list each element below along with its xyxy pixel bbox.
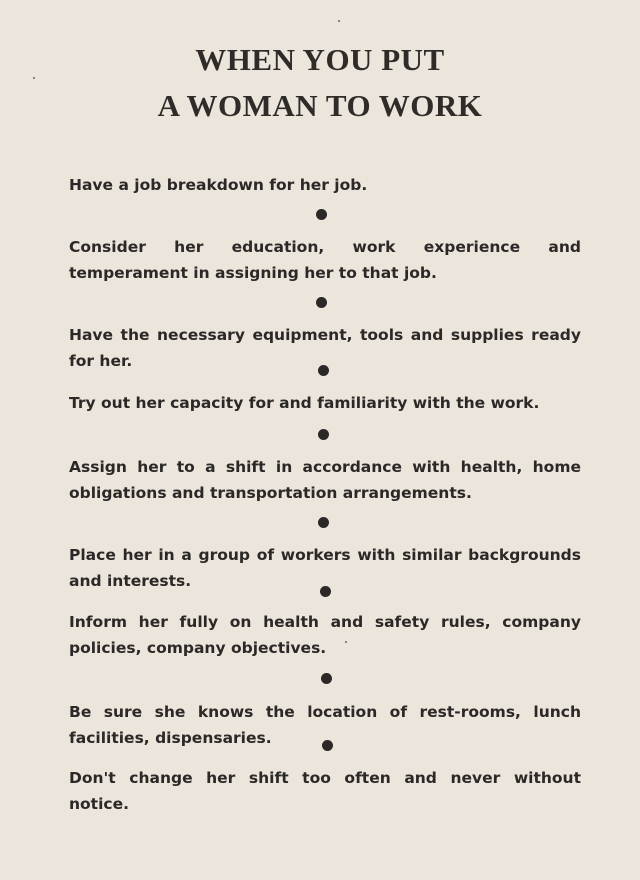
bullet-dot-icon [320, 586, 331, 597]
heading-line-1: WHEN YOU PUT [195, 42, 445, 77]
guideline-item-8: Be sure she knows the location of rest-rooms, lunch facilities, dispensaries. [69, 703, 581, 747]
guideline-item-4: Try out her capacity for and familiarity with the work. [69, 394, 540, 412]
guideline-item-7: Inform her fully on health and safety rules, company policies, company objectives. [69, 613, 581, 657]
bullet-dot-icon [316, 209, 327, 220]
heading-line-2: A WOMAN TO WORK [157, 88, 483, 123]
bullet-dot-icon [316, 297, 327, 308]
paper-speck [33, 77, 35, 79]
bullet-dot-icon [318, 429, 329, 440]
guideline-item-5: Assign her to a shift in accordance with health, home obligations and transportation arrangements. [69, 458, 581, 502]
guideline-item-1: Have a job breakdown for her job. [69, 176, 368, 194]
guideline-item-6: Place her in a group of workers with similar backgrounds and interests. [69, 546, 581, 590]
paper-speck [345, 641, 347, 643]
guideline-item-2: Consider her education, work experience and temperament in assigning her to that job. [69, 238, 581, 282]
guideline-item-9: Don't change her shift too often and never without notice. [69, 769, 581, 813]
bullet-dot-icon [322, 740, 333, 751]
bullet-dot-icon [318, 365, 329, 376]
bullet-dot-icon [318, 517, 329, 528]
bullet-dot-icon [321, 673, 332, 684]
guideline-item-3: Have the necessary equipment, tools and supplies ready for her. [69, 326, 581, 370]
paper-speck [338, 20, 340, 22]
